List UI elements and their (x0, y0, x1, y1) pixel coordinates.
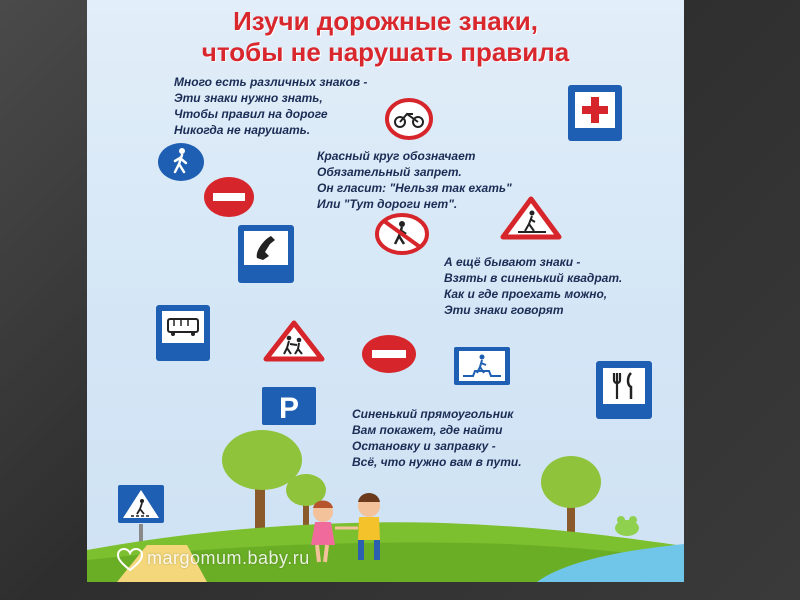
bus-stop-sign-icon (155, 304, 211, 362)
verse-line: Чтобы правил на дороге (174, 107, 328, 121)
pedestrian-zone-sign-icon (157, 142, 205, 182)
verse-line: А ещё бывают знаки - (444, 255, 581, 269)
verse-line: Никогда не нарушать. (174, 123, 311, 137)
verse-line: Или "Тут дороги нет". (317, 197, 458, 211)
verse-line: Много есть различных знаков - (174, 75, 368, 89)
watermark-logo-icon (117, 548, 143, 572)
verse-line: Остановку и заправку - (352, 439, 496, 453)
verse-line: Эти знаки говорят (444, 303, 564, 317)
verse-line: Как и где проехать можно, (444, 287, 608, 301)
verse-line: Эти знаки нужно знать, (174, 91, 323, 105)
verse-3 (444, 254, 622, 318)
verse-line: Красный круг обозначает (317, 149, 476, 163)
pedestrian-crossing-warning-sign-icon (500, 196, 562, 240)
verse-line: Вам покажет, где найти (352, 423, 503, 437)
verse-line: Синенький прямоугольник (352, 407, 514, 421)
verse-line: Обязательный запрет. (317, 165, 462, 179)
verse-line: Взяты в синенький квадрат. (444, 271, 623, 285)
poster (87, 0, 684, 582)
underpass-sign-icon (453, 346, 511, 386)
title-line-1: Изучи дорожные знаки, (233, 6, 538, 36)
telephone-sign-icon (237, 224, 295, 284)
verse-line: Всё, что нужно вам в пути. (352, 455, 522, 469)
poster-title (87, 6, 684, 68)
verse-line: Он гласит: "Нельзя так ехать" (317, 181, 512, 195)
parking-letter: P (278, 392, 300, 425)
watermark-text: margomum.baby.ru (147, 548, 310, 568)
no-pedestrians-sign-icon (374, 212, 430, 256)
title-line-2: чтобы не нарушать правила (201, 37, 570, 67)
no-entry-sign-icon (203, 176, 255, 218)
first-aid-sign-icon (567, 84, 623, 142)
children-warning-sign-icon (263, 320, 325, 362)
no-entry-sign-icon (361, 334, 417, 374)
restaurant-sign-icon (595, 360, 653, 420)
verse-1 (174, 74, 367, 138)
no-bicycles-sign-icon (385, 98, 433, 140)
verse-2 (317, 148, 512, 212)
